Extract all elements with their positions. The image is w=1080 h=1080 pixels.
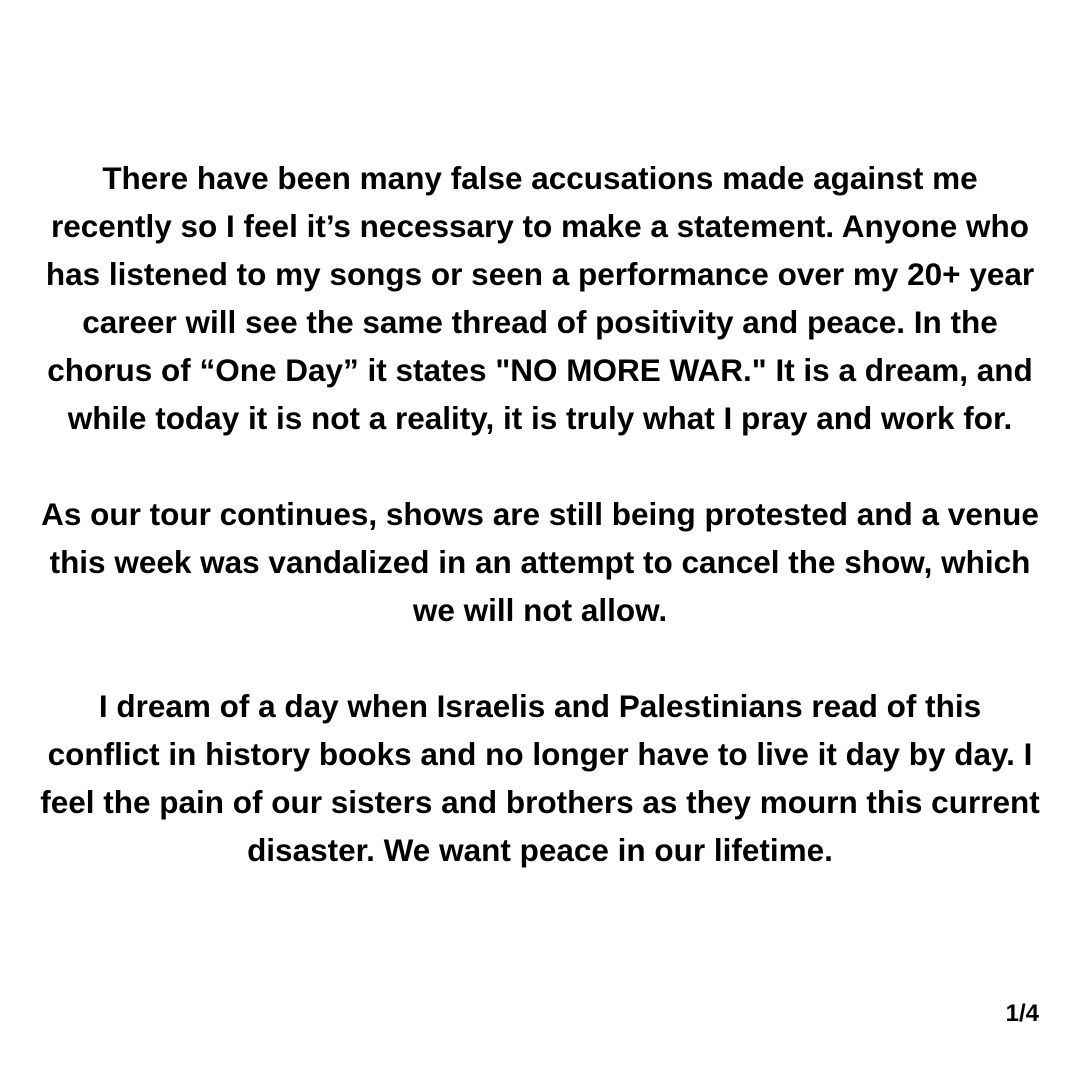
page-indicator: 1/4 (1005, 1000, 1039, 1027)
statement-paragraph-1: There have been many false accusations made against me recently so I feel it’s necessary to make a statement. Anyone who has listened to my songs or seen a performance over my 20+ year career will see the same thread of positivity and peace. In the chorus of “One Day” it states "NO MORE WAR." It is a dream, and while today it is not a reality, it is truly what I pray and work for. (45, 160, 1035, 436)
statement-paragraph-2: As our tour continues, shows are still being protested and a venue this week was vandalized in an attempt to cancel the show, which we will not allow. (41, 496, 1039, 628)
statement-paragraph-3: I dream of a day when Israelis and Palestinians read of this conflict in history books and no longer have to live it day by day. I feel the pain of our sisters and brothers as they mourn this current disaster. We want peace in our lifetime. (40, 688, 1040, 868)
statement-text (40, 154, 1040, 874)
